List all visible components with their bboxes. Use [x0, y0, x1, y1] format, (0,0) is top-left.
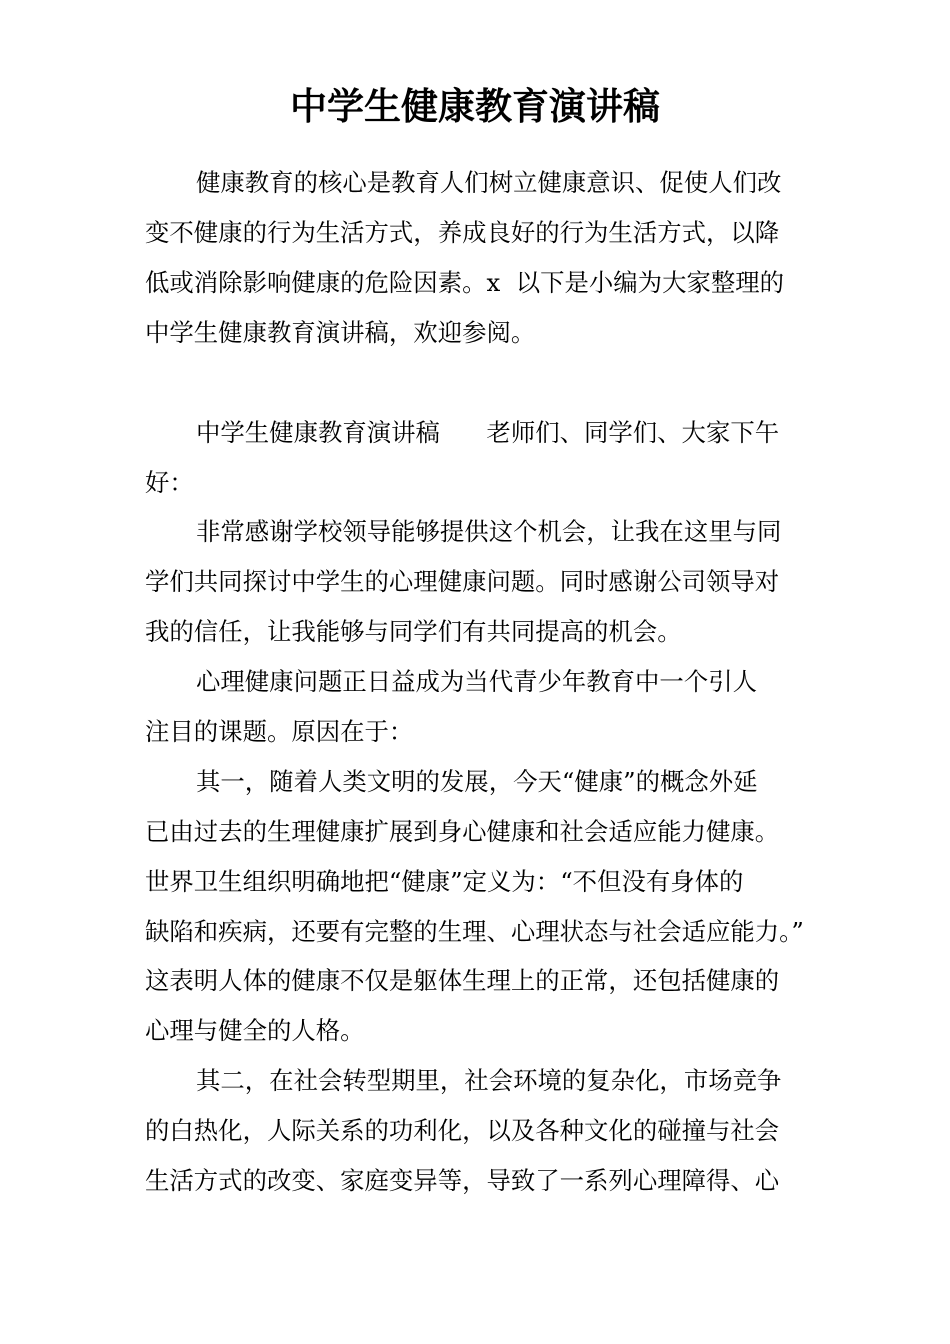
paragraph-line: 非常感谢学校领导能够提供这个机会，让我在这里与同: [196, 517, 782, 546]
paragraph-line: 好：: [145, 468, 194, 497]
paragraph-line: 健康教育的核心是教育人们树立健康意识、促使人们改: [196, 168, 782, 197]
paragraph-line: 的白热化，人际关系的功利化，以及各种文化的碰撞与社会: [145, 1116, 780, 1145]
paragraph-line: 中学生健康教育演讲稿 老师们、同学们、大家下午: [196, 418, 780, 447]
paragraph-line: 低或消除影响健康的危险因素。x 以下是小编为大家整理的: [145, 268, 785, 297]
paragraph-line: 中学生健康教育演讲稿，欢迎参阅。: [145, 318, 536, 347]
document-title: 中学生健康教育演讲稿: [290, 84, 660, 128]
paragraph-line: 其二，在社会转型期里，社会环境的复杂化，市场竞争: [196, 1066, 782, 1095]
paragraph-line: 变不健康的行为生活方式，养成良好的行为生活方式，以降: [145, 218, 780, 247]
paragraph-line: 注目的课题。原因在于：: [145, 717, 414, 746]
paragraph-line: 心理与健全的人格。: [145, 1016, 365, 1045]
paragraph-line: 已由过去的生理健康扩展到身心健康和社会适应能力健康。: [145, 817, 780, 846]
paragraph-line: 心理健康问题正日益成为当代青少年教育中一个引人: [196, 667, 757, 696]
paragraph-line: 缺陷和疾病，还要有完整的生理、心理状态与社会适应能力。”: [145, 917, 804, 946]
paragraph-line: 学们共同探讨中学生的心理健康问题。同时感谢公司领导对: [145, 567, 780, 596]
paragraph-line: 这表明人体的健康不仅是躯体生理上的正常，还包括健康的: [145, 966, 780, 995]
paragraph-line: 我的信任，让我能够与同学们有共同提高的机会。: [145, 617, 682, 646]
paragraph-line: 其一，随着人类文明的发展，今天“健康”的概念外延: [196, 767, 758, 796]
paragraph-line: 世界卫生组织明确地把“健康”定义为：“不但没有身体的: [145, 867, 744, 896]
paragraph-line: 生活方式的改变、家庭变异等，导致了一系列心理障得、心: [145, 1166, 780, 1195]
